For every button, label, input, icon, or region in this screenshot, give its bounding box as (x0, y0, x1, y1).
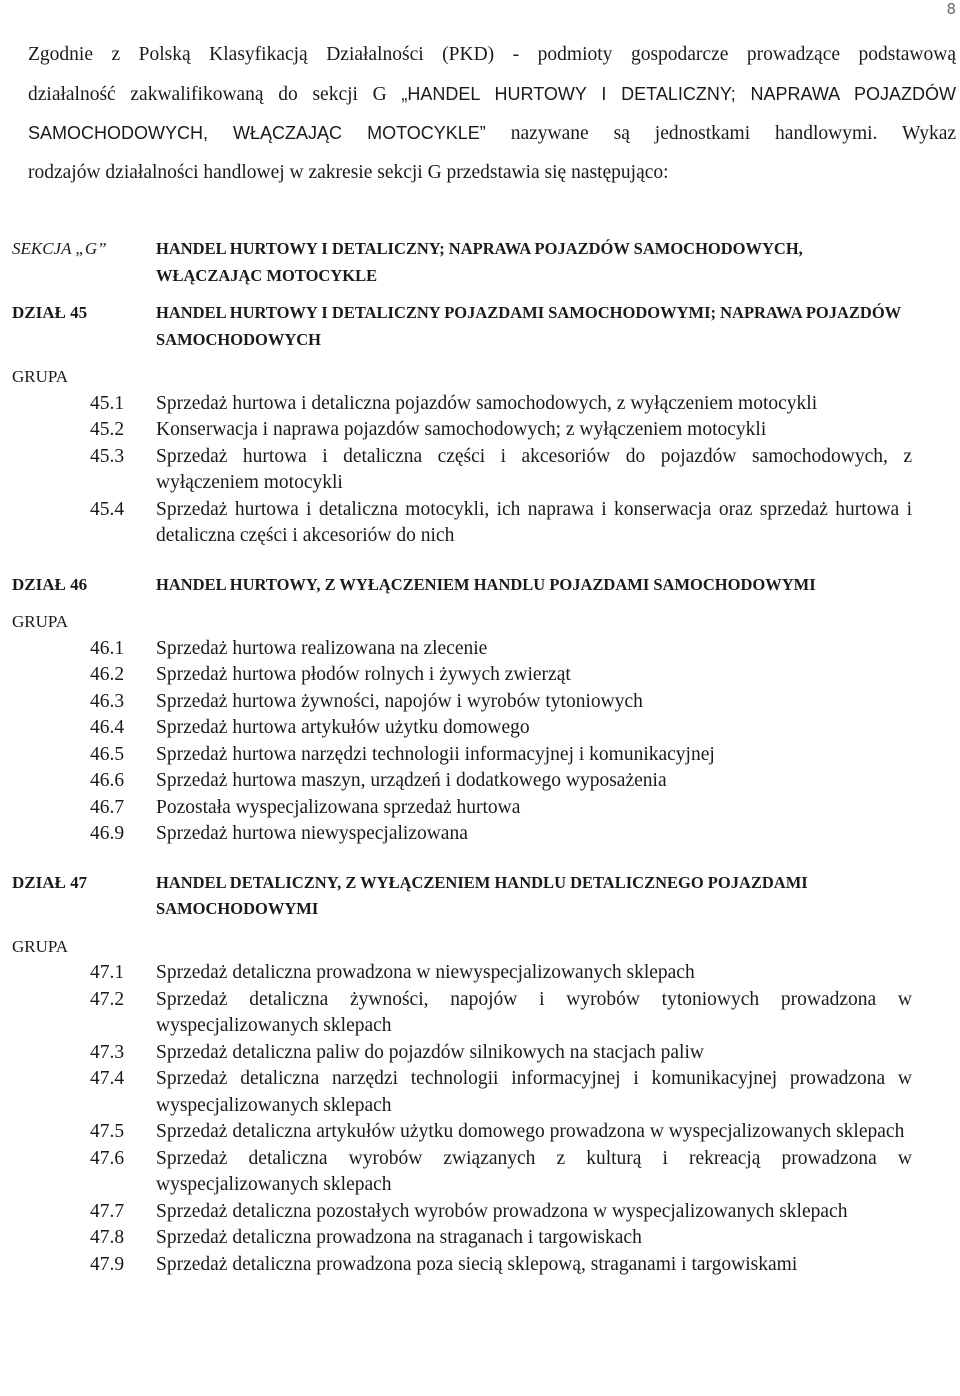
pkd-classification (0, 236, 960, 1278)
group-description: Sprzedaż detaliczna pozostałych wyrobów prowadzona w wyspecjalizowanych sklepach (156, 1200, 848, 1222)
group-code: 47.9 (90, 1253, 125, 1275)
intro-line-2 (28, 75, 956, 115)
group-item (0, 497, 960, 550)
group-item (0, 821, 960, 848)
group-description: Sprzedaż hurtowa i detaliczna części i akcesoriów do pojazdów samochodowych, z wyłączeniem motocykli (156, 445, 912, 493)
group-code: 45.3 (90, 445, 125, 467)
group-item (0, 1066, 960, 1119)
division-row (0, 300, 960, 353)
division-label: DZIAŁ 45 (12, 303, 88, 322)
group-code: 46.2 (90, 664, 125, 685)
group-description: Sprzedaż hurtowa żywności, napojów i wyrobów tytoniowych (156, 690, 643, 712)
group-code: 46.5 (90, 743, 125, 765)
group-code: 46.9 (90, 823, 125, 844)
group-description: Pozostała wyspecjalizowana sprzedaż hurtowa (156, 796, 521, 818)
grupa-label: GRUPA (12, 936, 69, 956)
group-description: Sprzedaż hurtowa i detaliczna pojazdów samochodowych, z wyłączeniem motocykli (156, 392, 818, 414)
group-description: Sprzedaż hurtowa realizowana na zlecenie (156, 637, 488, 659)
division-title: HANDEL DETALICZNY, Z WYŁĄCZENIEM HANDLU DETALICZNEGO POJAZDAMI SAMOCHODOWYMI (156, 872, 808, 918)
intro-paragraph (28, 36, 956, 192)
group-description: Sprzedaż detaliczna prowadzona poza siecią sklepową, straganami i targowiskami (156, 1253, 798, 1275)
group-description: Sprzedaż hurtowa artykułów użytku domowego (156, 717, 530, 738)
division-row (0, 572, 960, 599)
division-label: DZIAŁ 47 (12, 872, 88, 892)
division-label: DZIAŁ 46 (12, 574, 88, 594)
group-item (0, 689, 960, 716)
group-code: 47.3 (90, 1041, 125, 1063)
group-code: 47.2 (90, 988, 125, 1010)
group-code: 46.4 (90, 717, 125, 738)
group-item (0, 715, 960, 742)
group-description: Sprzedaż hurtowa niewyspecjalizowana (156, 823, 468, 844)
group-code: 47.6 (90, 1147, 125, 1169)
grupa-label: GRUPA (12, 367, 69, 386)
group-item (0, 636, 960, 663)
group-item (0, 1040, 960, 1067)
intro-line-3 (28, 114, 956, 154)
group-item (0, 768, 960, 795)
group-item (0, 391, 960, 418)
group-code: 47.5 (90, 1121, 125, 1142)
intro-line-2-text: działalność zakwalifikowaną do sekcji G (28, 83, 387, 105)
group-code: 45.1 (90, 392, 125, 414)
group-code: 45.4 (90, 498, 125, 520)
group-description: Sprzedaż detaliczna narzędzi technologii informacyjnej i komunikacyjnej prowadzona w wyspecjalizowanych sklepach (156, 1068, 912, 1116)
group-item (0, 742, 960, 769)
group-description: Sprzedaż detaliczna prowadzona na straganach i targowiskach (156, 1227, 642, 1248)
group-item (0, 417, 960, 444)
group-description: Konserwacja i naprawa pojazdów samochodowych; z wyłączeniem motocykli (156, 419, 767, 440)
intro-line-3-section-name: SAMOCHODOWYCH, WŁĄCZAJĄC MOTOCYKLE” (28, 123, 486, 143)
section-title: HANDEL HURTOWY I DETALICZNY; NAPRAWA POJAZDÓW SAMOCHODOWYCH, WŁĄCZAJĄC MOTOCYKLE (156, 239, 803, 285)
group-code: 45.2 (90, 419, 125, 440)
group-code: 47.1 (90, 962, 125, 983)
group-item (0, 444, 960, 497)
group-description: Sprzedaż detaliczna artykułów użytku domowego prowadzona w wyspecjalizowanych sklepach (156, 1121, 905, 1142)
group-item (0, 987, 960, 1040)
group-description: Sprzedaż hurtowa i detaliczna motocykli, ich naprawa i konserwacja oraz sprzedaż hurtowa i detaliczna części i akcesoriów do nich (156, 498, 912, 546)
group-description: Sprzedaż detaliczna żywności, napojów i wyrobów tytoniowych prowadzona w wyspecjalizowanych sklepach (156, 988, 912, 1036)
group-description: Sprzedaż hurtowa narzędzi technologii informacyjnej i komunikacyjnej (156, 743, 715, 765)
group-item (0, 795, 960, 822)
group-description: Sprzedaż detaliczna paliw do pojazdów silnikowych na stacjach paliw (156, 1041, 704, 1063)
group-item (0, 1252, 960, 1279)
group-item (0, 960, 960, 987)
division-title: HANDEL HURTOWY, Z WYŁĄCZENIEM HANDLU POJAZDAMI SAMOCHODOWYMI (156, 574, 816, 594)
intro-line-1: Zgodnie z Polską Klasyfikacją Działalności (PKD) - podmioty gospodarcze prowadzące podstawową (28, 44, 956, 65)
group-item (0, 662, 960, 689)
group-description: Sprzedaż hurtowa płodów rolnych i żywych zwierząt (156, 664, 571, 685)
section-label: SEKCJA „G” (12, 239, 107, 258)
group-code: 47.4 (90, 1068, 125, 1089)
division-title: HANDEL HURTOWY I DETALICZNY POJAZDAMI SAMOCHODOWYMI; NAPRAWA POJAZDÓW SAMOCHODOWYCH (156, 303, 901, 349)
page-number: 8 (946, 0, 956, 18)
group-code: 47.8 (90, 1227, 125, 1248)
group-description: Sprzedaż detaliczna wyrobów związanych z kulturą i rekreacją prowadzona w wyspecjalizowanych sklepach (156, 1147, 912, 1195)
group-code: 46.7 (90, 796, 125, 818)
intro-line-4: rodzajów działalności handlowej w zakresie sekcji G przedstawia się następująco: (28, 161, 669, 183)
group-item (0, 1225, 960, 1252)
group-item (0, 1199, 960, 1226)
group-code: 46.3 (90, 690, 125, 712)
group-description: Sprzedaż detaliczna prowadzona w niewyspecjalizowanych sklepach (156, 962, 695, 983)
division-row (0, 870, 960, 923)
intro-line-2-section-name: „HANDEL HURTOWY I DETALICZNY; NAPRAWA POJAZDÓW (401, 83, 956, 104)
group-item (0, 1146, 960, 1199)
section-row (0, 236, 960, 289)
group-code: 46.1 (90, 637, 125, 659)
grupa-label: GRUPA (12, 612, 69, 631)
group-description: Sprzedaż hurtowa maszyn, urządzeń i dodatkowego wyposażenia (156, 770, 667, 791)
group-code: 47.7 (90, 1200, 125, 1222)
group-code: 46.6 (90, 770, 125, 791)
intro-line-3-text: nazywane są jednostkami handlowymi. Wykaz (510, 123, 957, 144)
group-item (0, 1119, 960, 1146)
